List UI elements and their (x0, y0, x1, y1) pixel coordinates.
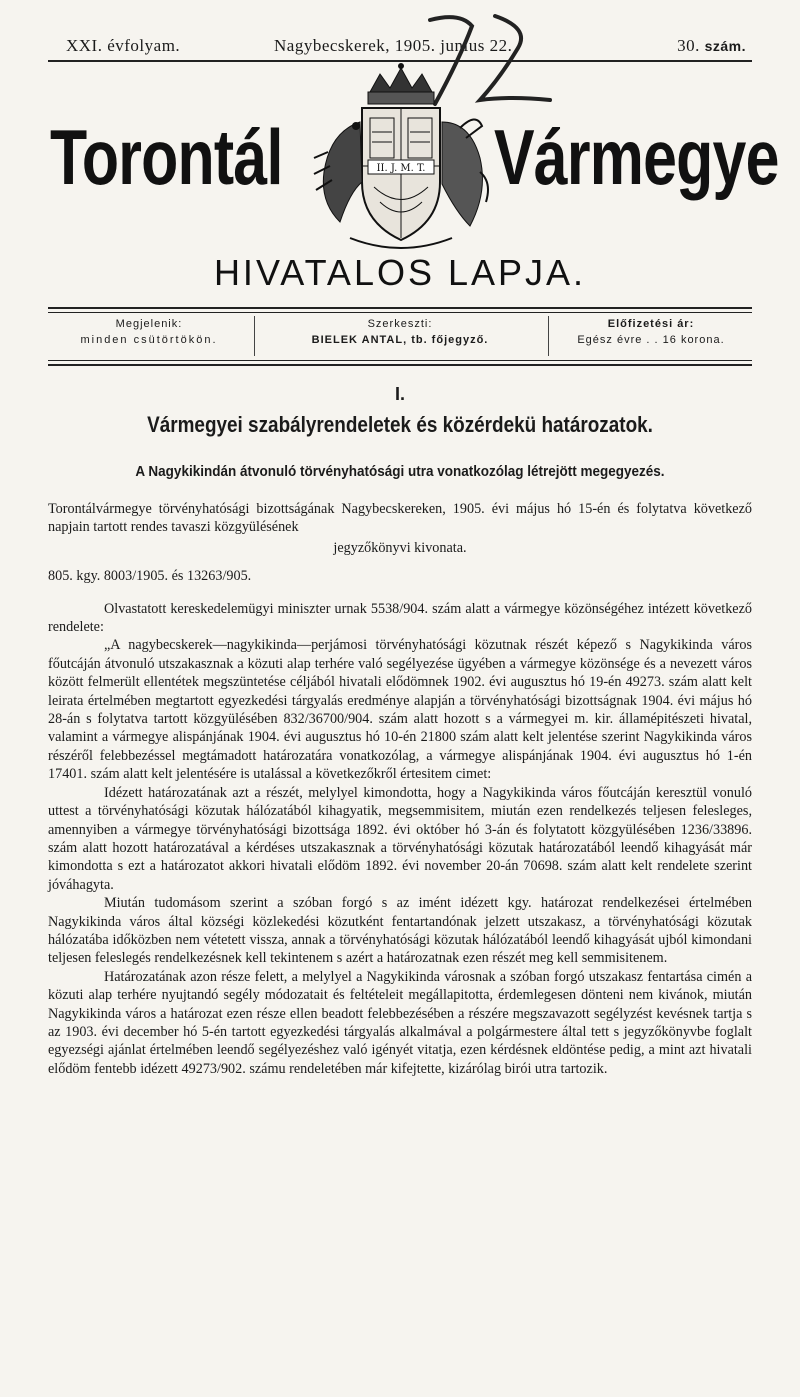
crest-shield-text: II. J. M. T. (376, 163, 426, 174)
info-rule-top (48, 307, 752, 309)
publication-info (48, 316, 250, 356)
section-number: I. (394, 384, 405, 404)
article-title: A Nagykikindán átvonuló törvényhatósági utra vonatkozólag létrejött megegyezés. (135, 463, 665, 480)
place-date: Nagybecskerek, 1905. junius 22. (274, 36, 513, 55)
info-rule-bottom (48, 364, 752, 366)
published-value: minden csütörtökön. (80, 334, 218, 346)
intro-paragraph: Torontálvármegye törvényhatósági bizottságának Nagybecskereken, 1905. évi május hó 15-én és folytatva következő napjain tartott rendes tavaszi közgyülésének (48, 501, 752, 536)
paragraph-1: Olvastatott kereskedelemügyi miniszter urnak 5538/904. szám alatt a vármegye közönségéhez intézett következő rendelete: (48, 600, 752, 636)
masthead-title-left: Torontál (50, 113, 283, 201)
info-rule-top-thin (48, 312, 752, 313)
section-title: Vármegyei szabályrendeletek és közérdekü határozatok. (147, 412, 653, 437)
coat-of-arms-icon (310, 62, 492, 252)
article-body (48, 500, 752, 1078)
intro-subline: jegyzőkönyvi kivonata. (333, 539, 467, 556)
published-label: Megjelenik: (115, 318, 183, 330)
editor-label: Szerkeszti: (367, 318, 433, 330)
editor-info (254, 316, 545, 356)
reference-number: 805. kgy. 8003/1905. és 13263/905. (48, 568, 252, 585)
issue-number-word: szám. (704, 38, 746, 54)
price-label: Előfizetési ár: (607, 318, 695, 330)
handwritten-note: 2Z (460, 70, 474, 81)
paragraph-5: Határozatának azon része felett, a melylyel a Nagykikinda városnak a szóban forgó utszakasz fentartása cimén a közuti alap terhére nyujtandó segély módozatait és feltételeit megállapitotta, érdemlegesen dönteni nem kivánok, miután Nagykikinda város a határozat ezen része ellen beadott felebbezésében a részére megszavazott segélyzést kevésnek tartja s az 1903. évi december hó 5-én tartott egyezkedési tárgyalás alkalmával a polgármestere által tett s jegyzőkönyvbe foglalt egyezségi ajánlat értelmében leendő segélyezéshez való igényét vitatja, ezen kérdésnek eldöntése pedig, a mint azt hivatali elődöm fentebb idézett 49273/902. számu rendeletében már kifejtette, kizárólag birói utra tartozik. (48, 968, 752, 1077)
info-bar (48, 314, 752, 362)
issue-number (677, 36, 746, 56)
price-info (548, 316, 753, 356)
price-value: Egész évre . . 16 korona. (577, 334, 725, 346)
info-rule-bottom-thin (48, 360, 752, 361)
issue-number-value: 30. (677, 36, 700, 55)
paragraph-3: Idézett határozatának azt a részét, melylyel kimondotta, hogy a Nagykikinda város főutcáján keresztül vonuló uttest a törvényhatósági közutak hálózatából kihagyatik, megsemmisitem, miután ezen rendelkezés teljesen felesleges, amennyiben a vármegye törvényhatósági bizottsága 1892. évi október hó 3-án és folytatott közgyülésében 1236/33896. szám alatt hozott határozatával a kérdéses utszakasznak a törvényhatósági közutak határozatából leendő kihagyását már kimondotta s ezt a határozatot akkori hivatali elődöm 1892. évi november 20-án 70698. szám alatt kelt rendelete szerint jóváhagyta. (48, 784, 752, 893)
paragraph-2: „A nagybecskerek—nagykikinda—perjámosi törvényhatósági közutnak részét képező s Nagykikinda város főutcáján átvonuló utszakasznak a közuti alap terhére való segélyezése ügyében a vármegye közönsége és a nevezett város között felmerült ellentétek megszüntetése céljából hivatali elődömnek 1902. évi augusztus hó 19-én 49273. szám alatt kelt leirata értelmében megtartott egyezkedési tárgyalás eredménye alapján a törvényhatósági bizottságnak 1904. évi május hó 28-án s folytatva tartott közgyülésében 832/36700/904. szám alatt hozott s a vármegyei m. kir. államépitészeti hivatal, valamint a vármegye alispánjának 1904. évi augusztus hó 10-én 21800 szám alatt kelt jelentése szerint Nagykikinda város részéről felebbezéssel megtámadott határozatára vonatkozólag, a vármegye alispánjának 1904. évi augusztus hó 1-én 17401. szám alatt kelt jelentésére is utalással a következőkről értesitem cimet: (48, 637, 752, 783)
paragraph-4: Miután tudomásom szerint a szóban forgó s az imént idézett kgy. határozat rendelkezései értelmében Nagykikinda város által községi közlekedési közutként fentartandónak jelzett utszakasz, a törvényhatósági közutak hálózatába időközben nem vétetett vissza, annak a törvényhatósági közutak hálózatából leendő kihagyását ujból kimondani teljesen feleslegés rendelkezésnek kell tekintenem s azért a határozatnak ezen részét meg kell semmisitenem. (48, 895, 752, 967)
masthead-subtitle: HIVATALOS LAPJA. (213, 252, 587, 293)
volume-label: XXI. évfolyam. (66, 36, 181, 55)
masthead-title-right: Vármegye (494, 113, 779, 201)
editor-value: BIELEK ANTAL, tb. főjegyző. (311, 334, 489, 346)
